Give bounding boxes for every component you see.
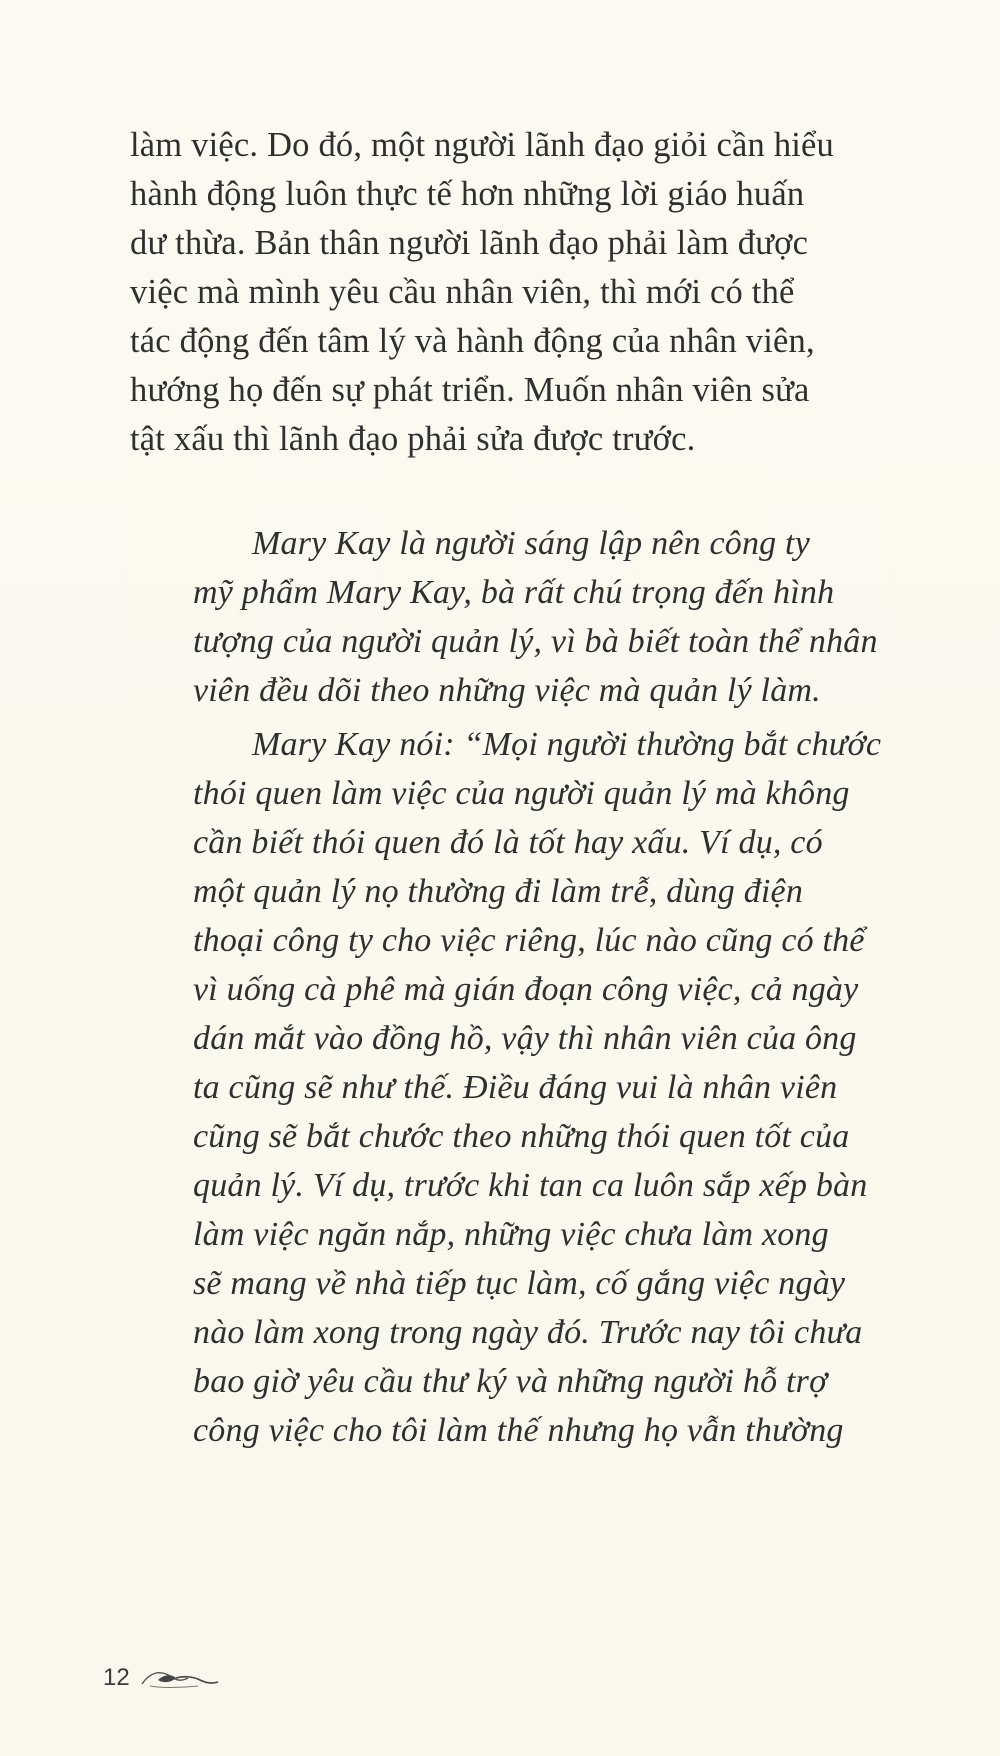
body-line: hướng họ đến sự phát triển. Muốn nhân viên sửa <box>130 371 810 409</box>
body-line: hành động luôn thực tế hơn những lời giáo huấn <box>130 175 805 213</box>
quote-line: làm việc ngăn nắp, những việc chưa làm xong <box>193 1216 829 1253</box>
quote-line: dán mắt vào đồng hồ, vậy thì nhân viên của ông <box>193 1020 857 1057</box>
quote-line: sẽ mang về nhà tiếp tục làm, cố gắng việc ngày <box>193 1265 846 1302</box>
quote-line: bao giờ yêu cầu thư ký và những người hỗ trợ <box>193 1363 828 1400</box>
body-line: dư thừa. Bản thân người lãnh đạo phải làm được <box>130 224 809 262</box>
quote-line: Mary Kay nói: “Mọi người thường bắt chước <box>252 726 882 763</box>
page-number: 12 <box>103 1664 130 1691</box>
quote-line: thoại công ty cho việc riêng, lúc nào cũng có thể <box>193 922 865 959</box>
body-line: tác động đến tâm lý và hành động của nhân viên, <box>130 322 815 360</box>
quote-line: ta cũng sẽ như thế. Điều đáng vui là nhân viên <box>193 1069 838 1106</box>
body-line: làm việc. Do đó, một người lãnh đạo giỏi cần hiểu <box>130 126 835 164</box>
quote-line: công việc cho tôi làm thế nhưng họ vẫn thường <box>193 1412 844 1449</box>
quote-line: nào làm xong trong ngày đó. Trước nay tôi chưa <box>193 1314 863 1351</box>
quote-line: Mary Kay là người sáng lập nên công ty <box>252 525 810 562</box>
body-line: tật xấu thì lãnh đạo phải sửa được trước. <box>130 420 696 458</box>
body-line: việc mà mình yêu cầu nhân viên, thì mới có thể <box>130 273 795 311</box>
quote-line: viên đều dõi theo những việc mà quản lý làm. <box>193 672 821 709</box>
quote-line: thói quen làm việc của người quản lý mà không <box>193 775 850 812</box>
leaf-sketch-icon <box>140 1664 220 1692</box>
quote-line: quản lý. Ví dụ, trước khi tan ca luôn sắp xếp bàn <box>193 1167 868 1204</box>
quote-line: mỹ phẩm Mary Kay, bà rất chú trọng đến hình <box>193 574 835 611</box>
quote-line: một quản lý nọ thường đi làm trễ, dùng điện <box>193 873 804 910</box>
quote-line: vì uống cà phê mà gián đoạn công việc, cả ngày <box>193 971 859 1008</box>
quote-line: cũng sẽ bắt chước theo những thói quen tốt của <box>193 1118 850 1155</box>
quote-line: cần biết thói quen đó là tốt hay xấu. Ví dụ, có <box>193 824 823 861</box>
quote-line: tượng của người quản lý, vì bà biết toàn thể nhân <box>193 623 878 660</box>
